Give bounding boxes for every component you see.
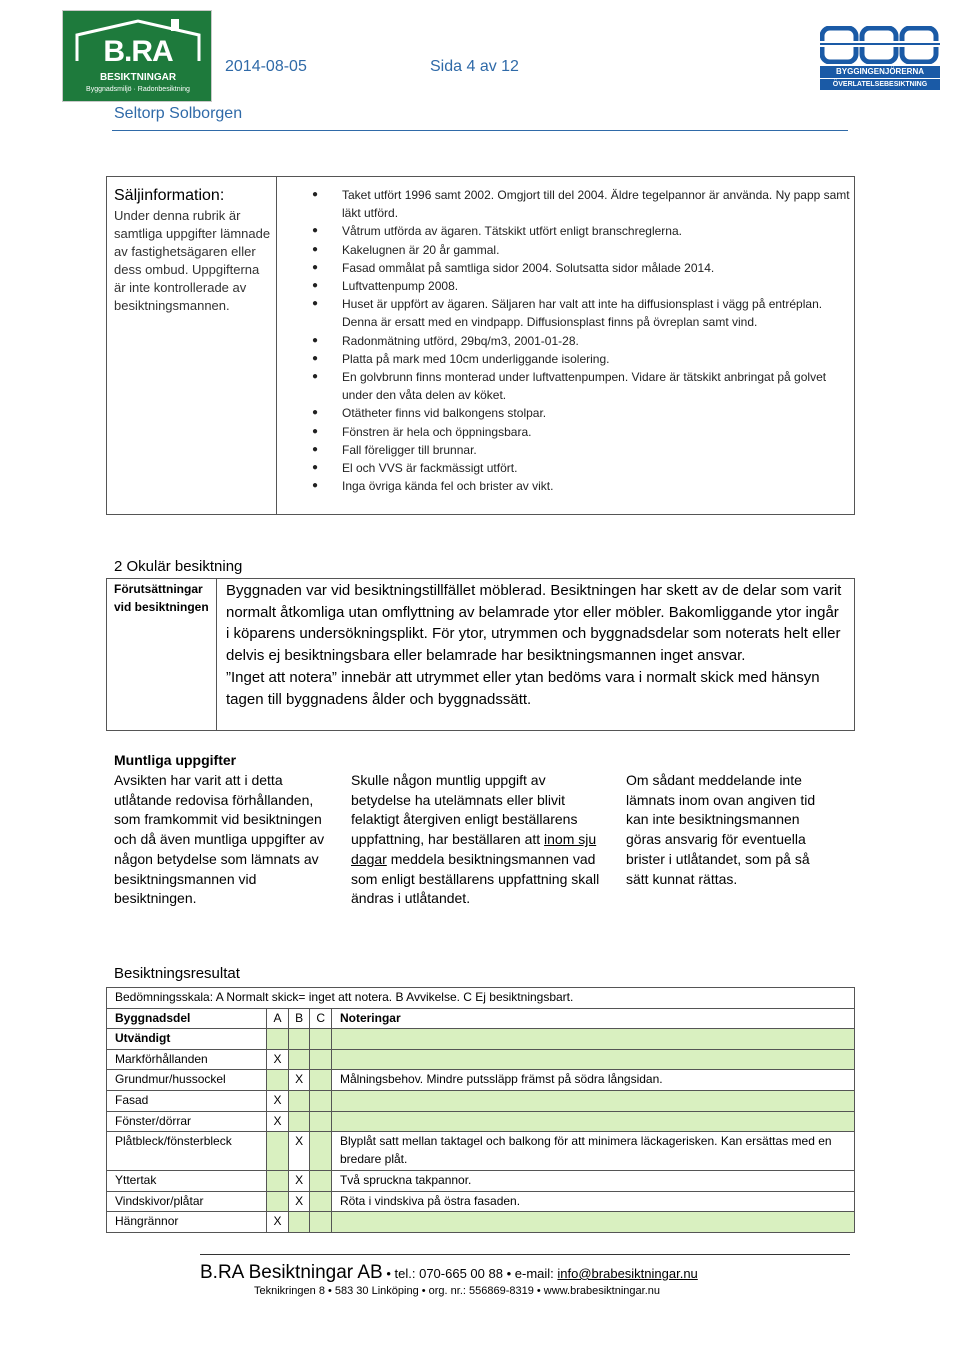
row-c <box>310 1049 332 1070</box>
row-b: X <box>288 1171 310 1192</box>
table-row <box>107 1111 855 1132</box>
row-c <box>310 1191 332 1212</box>
bullet-icon: • <box>506 1266 512 1281</box>
row-b: X <box>288 1070 310 1091</box>
row-notes: Två spruckna takpannor. <box>331 1171 854 1192</box>
bullet-icon: • <box>386 1266 391 1281</box>
row-b: X <box>288 1132 310 1171</box>
logo-main-text: B.RA <box>103 35 173 68</box>
sbr-letters-icon <box>820 26 940 64</box>
footer-company: B.RA Besiktningar AB <box>200 1262 383 1283</box>
header-notes: Noteringar <box>331 1008 854 1029</box>
row-notes: Blyplåt satt mellan taktagel och balkong för att minimera läckagerisken. Kan ersättas med en bredare plåt. <box>331 1132 854 1171</box>
row-a <box>267 1171 289 1192</box>
list-item: ● Radonmätning utförd, 29bq/m3, 2001-01-28. <box>312 332 852 350</box>
row-c <box>310 1070 332 1091</box>
conditions-text <box>226 580 846 710</box>
logo-sub-text: BESIKTNINGAR <box>99 72 177 83</box>
list-item: ● Huset är uppfört av ägaren. Säljaren har valt att inte ha diffusionsplast i vägg på entréplan. Denna är ersatt med en vindpapp. Diffusionsplast finns på övreplan samt vind. <box>312 295 852 331</box>
footer-contact <box>200 1262 840 1284</box>
row-part: Plåtbleck/fönsterbleck <box>107 1132 267 1171</box>
header-a: A <box>267 1008 289 1029</box>
footer-address: Teknikringen 8 • 583 30 Linköping • org. nr.: 556869-8319 • www.brabesiktningar.nu <box>254 1285 660 1297</box>
row-part: Vindskivor/plåtar <box>107 1191 267 1212</box>
scale-cell: Bedömningsskala: A Normalt skick= inget att notera. B Avvikelse. C Ej besiktningsbart. <box>107 988 855 1009</box>
row-part: Fönster/dörrar <box>107 1111 267 1132</box>
table-header-row <box>107 1008 855 1029</box>
header-divider <box>112 130 848 131</box>
row-part: Markförhållanden <box>107 1049 267 1070</box>
oral-col2-deadline: inom sju dagar <box>351 831 597 867</box>
oral-info-title: Muntliga uppgifter <box>114 752 237 768</box>
list-item: ● Otätheter finns vid balkongens stolpar. <box>312 404 852 422</box>
list-item: ● Kakelugnen är 20 år gammal. <box>312 241 852 259</box>
row-b: X <box>288 1191 310 1212</box>
row-part: Grundmur/hussockel <box>107 1070 267 1091</box>
sbr-logo-line1: BYGGINGENJÖRERNA <box>820 66 940 78</box>
seller-info-description: Under denna rubrik är samtliga uppgifter lämnade av fastighetsägaren eller dess ombud. Uppgifterna är inte kontrollerade av besiktningsmannen. <box>114 208 271 313</box>
table-row <box>107 1212 855 1233</box>
row-a <box>267 1070 289 1091</box>
bra-logo <box>62 10 212 102</box>
header-date: 2014-08-05 <box>225 58 307 75</box>
sbr-logo-line2: ÖVERLATELSEBESIKTNING <box>820 79 940 90</box>
row-b <box>288 1212 310 1233</box>
row-b <box>288 1049 310 1070</box>
table-group-row <box>107 1029 855 1050</box>
list-item: ● Fall föreligger till brunnar. <box>312 441 852 459</box>
row-part: Yttertak <box>107 1171 267 1192</box>
row-a: X <box>267 1111 289 1132</box>
oral-info-col1: Avsikten har varit att i detta utlåtande redovisa förhållanden, som framkommit vid besiktningen och då även muntliga uppgifter av någon betydelse som lämnats av besiktningsmannen vid besiktningen. <box>114 772 325 907</box>
row-a <box>267 1132 289 1171</box>
conditions-paragraph: Byggnaden var vid besiktningstillfället möblerad. Besiktningen har skett av de delar som varit normalt åtkomliga utan omflyttning av belamrade ytor eller möbler. Bakomliggande ytor ingår i köparens undersökningsplikt. För ytor, utrymmen och byggnadsdelar som noterats helt eller delvis ej besiktningsbara eller belamrade har besiktningsmannen inget ansvar. <box>226 582 842 665</box>
row-notes <box>331 1111 854 1132</box>
conditions-divider <box>216 578 217 731</box>
row-notes: Röta i vindskiva på östra fasaden. <box>331 1191 854 1212</box>
row-notes <box>331 1212 854 1233</box>
footer-phone: tel.: 070-665 00 88 <box>394 1266 503 1281</box>
row-b <box>288 1090 310 1111</box>
section-title-okular: 2 Okulär besiktning <box>114 558 243 575</box>
row-c <box>310 1132 332 1171</box>
table-row <box>107 1090 855 1111</box>
row-c <box>310 1090 332 1111</box>
row-notes <box>331 1090 854 1111</box>
footer-email-label: e-mail: <box>514 1266 558 1281</box>
row-b <box>288 1111 310 1132</box>
oral-info-col2 <box>351 771 606 909</box>
list-item: ● Taket utfört 1996 samt 2002. Omgjort till del 2004. Äldre tegelpannor är använda. Ny papp samt läkt utförd. <box>312 186 852 222</box>
list-item: ● Våtrum utförda av ägaren. Tätskikt utfört enligt branschreglerna. <box>312 222 852 240</box>
list-item: ● Inga övriga kända fel och brister av vikt. <box>312 477 852 495</box>
table-row <box>107 1171 855 1192</box>
header-c: C <box>310 1008 332 1029</box>
results-title: Besiktningsresultat <box>114 965 240 982</box>
list-item: ● En golvbrunn finns monterad under luftvattenpumpen. Vidare är tätskikt anbringat på golvet under den våta delen av köket. <box>312 368 852 404</box>
row-notes: Målningsbehov. Mindre putssläpp främst på södra långsidan. <box>331 1070 854 1091</box>
conditions-note: ”Inget att notera” innebär att utrymmet eller ytan bedöms vara i normalt skick med hänsyn tagen till byggnadens ålder och byggnadssätt. <box>226 668 820 708</box>
results-table <box>106 987 855 1233</box>
list-item: ● El och VVS är fackmässigt utfört. <box>312 459 852 477</box>
seller-info-list <box>312 186 852 495</box>
logo-tag-text: Byggnadsmiljö · Radonbesiktning <box>86 86 190 93</box>
row-notes <box>331 1049 854 1070</box>
table-row <box>107 988 855 1009</box>
table-row <box>107 1049 855 1070</box>
row-a: X <box>267 1049 289 1070</box>
row-part: Fasad <box>107 1090 267 1111</box>
list-item: ● Fönstren är hela och öppningsbara. <box>312 423 852 441</box>
header-client-name: Seltorp Solborgen <box>114 105 243 122</box>
row-a <box>267 1191 289 1212</box>
row-c <box>310 1171 332 1192</box>
row-c <box>310 1212 332 1233</box>
row-a: X <box>267 1090 289 1111</box>
conditions-label: Förutsättningar vid besiktningen <box>114 582 209 614</box>
seller-info-title: Säljinformation: <box>114 187 225 204</box>
seller-info-divider <box>276 176 277 515</box>
list-item: ● Platta på mark med 10cm underliggande isolering. <box>312 350 852 368</box>
footer-divider <box>200 1254 850 1255</box>
oral-info-col3: Om sådant meddelande inte lämnats inom ovan angiven tid kan inte besiktningsmannen göras ansvarig för eventuella brister i utlåtandet, som på så sätt kunnat rättas. <box>626 772 816 887</box>
row-part: Hängrännor <box>107 1212 267 1233</box>
row-c <box>310 1111 332 1132</box>
footer-email-link[interactable]: info@brabesiktningar.nu <box>557 1266 698 1281</box>
list-item: ● Luftvattenpump 2008. <box>312 277 852 295</box>
table-row <box>107 1191 855 1212</box>
table-row <box>107 1132 855 1171</box>
table-row <box>107 1070 855 1091</box>
list-item: ● Fasad ommålat på samtliga sidor 2004. Solutsatta sidor målade 2014. <box>312 259 852 277</box>
group-label: Utvändigt <box>107 1029 267 1050</box>
oral-col2-text-a: Skulle någon muntlig uppgift av betydelse ha utelämnats eller blivit felaktigt återgiven enligt beställarens uppfattning, har beställaren att <box>351 772 578 848</box>
header-part: Byggnadsdel <box>107 1008 267 1029</box>
header-b: B <box>288 1008 310 1029</box>
oral-col2-text-b: meddela besiktningsmannen vad som enligt beställarens uppfattning skall ändras i utlåtandet. <box>351 850 600 907</box>
row-a: X <box>267 1212 289 1233</box>
header-page-number: Sida 4 av 12 <box>430 58 519 75</box>
byggingenjorerna-logo <box>820 26 940 90</box>
